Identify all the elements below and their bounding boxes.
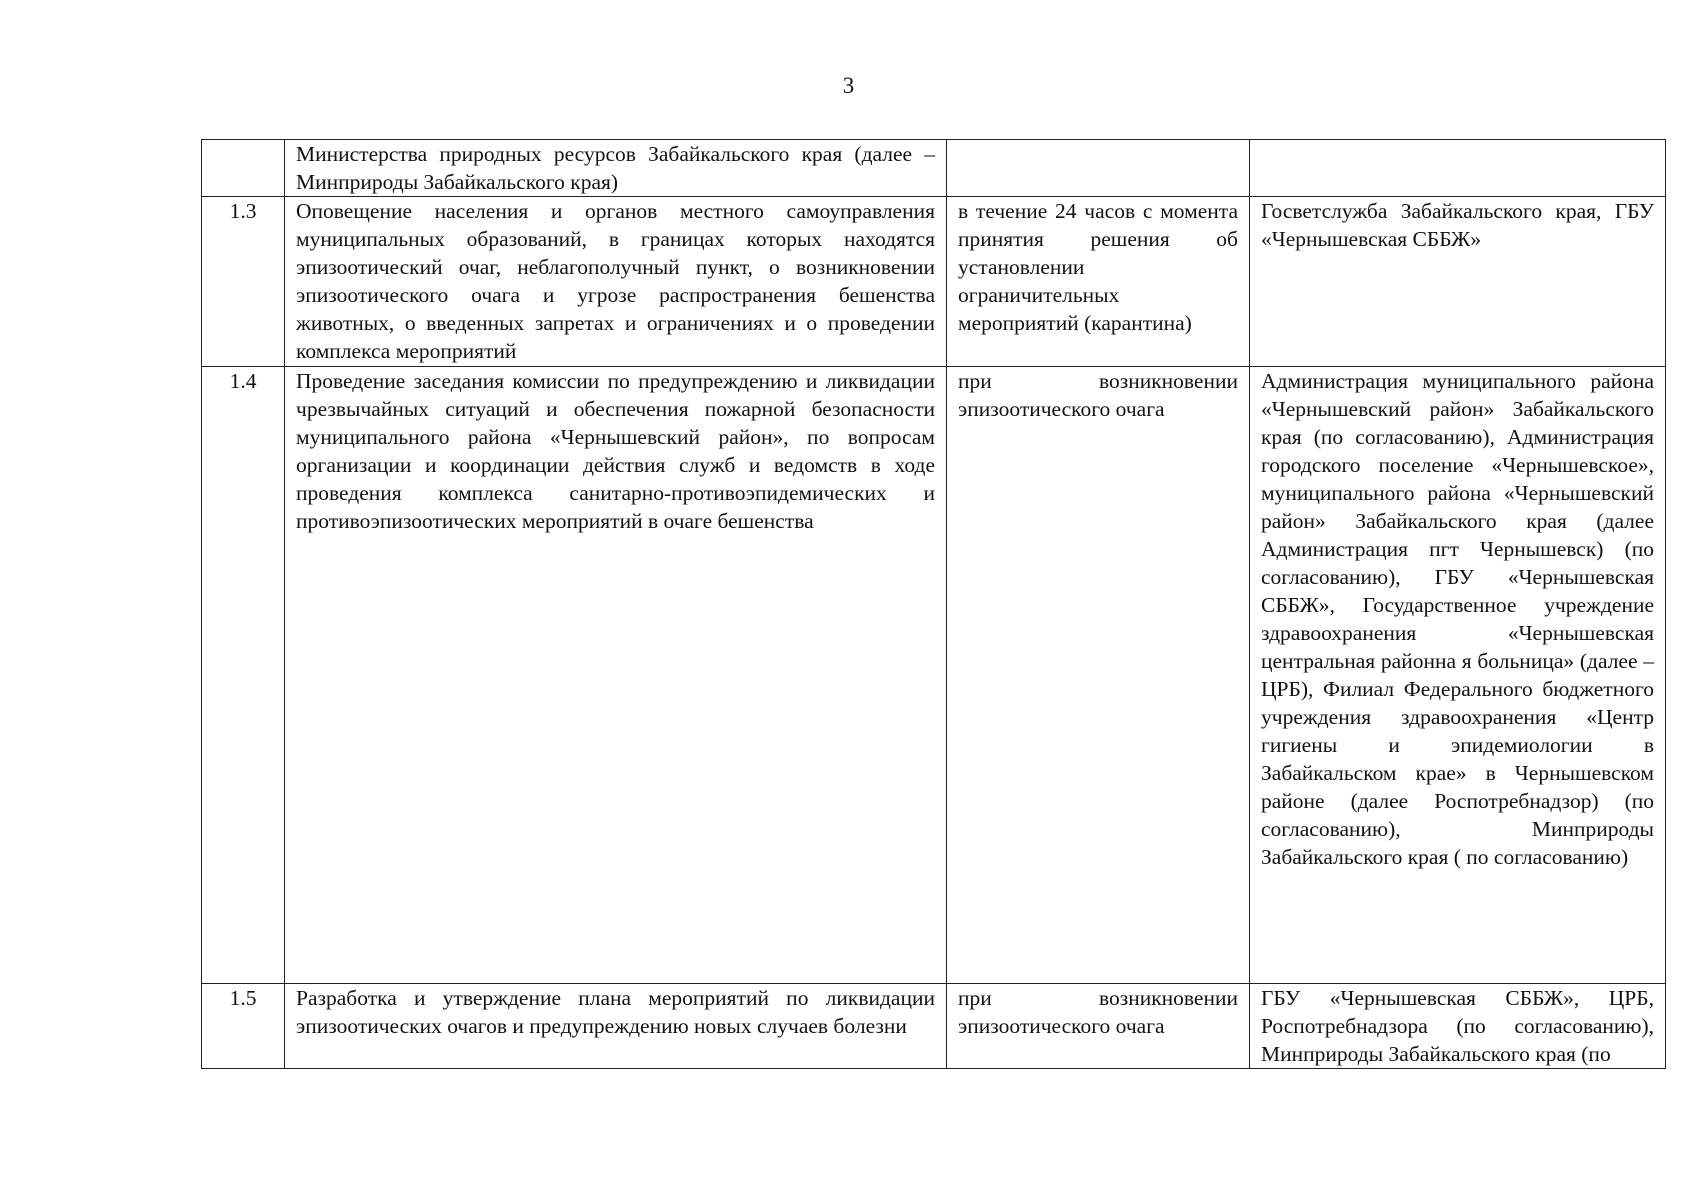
- row-number-cell: 1.3: [202, 197, 285, 367]
- table-row: [202, 367, 1666, 984]
- row-number-cell: 1.5: [202, 984, 285, 1069]
- deadline-cell: [947, 367, 1250, 984]
- row-number-cell: [202, 140, 285, 197]
- responsible-text: ГБУ «Чернышевская СББЖ», ЦРБ, Роспотребнадзора (по согласованию), Минприроды Забайкальского края (по: [1261, 986, 1654, 1066]
- measures-table: [201, 139, 1666, 1069]
- activity-cell: [285, 197, 947, 367]
- table-row: [202, 984, 1666, 1069]
- activity-text: Министерства природных ресурсов Забайкальского края (далее – Минприроды Забайкальского края): [296, 142, 935, 194]
- responsible-cell: [1250, 197, 1666, 367]
- responsible-text: Госветслужба Забайкальского края, ГБУ «Чернышевская СББЖ»: [1261, 199, 1654, 251]
- deadline-cell: [947, 984, 1250, 1069]
- activity-cell: [285, 984, 947, 1069]
- responsible-cell: [1250, 984, 1666, 1069]
- responsible-text: Администрация муниципального района «Чернышевский район» Забайкальского края (по согласованию), Администрация городского поселение «Чернышевское», муниципального района «Чернышевский район» Забайкальского края (далее Администрация пгт Чернышевск) (по согласованию), ГБУ «Чернышевская СББЖ», Государственное учреждение здравоохранения «Чернышевская центральная районна я больница» (далее – ЦРБ), Филиал Федерального бюджетного учреждения здравоохранения «Центр гигиены и эпидемиологии в Забайкальском крае» в Чернышевском районе (далее Роспотребнадзор) (по согласованию), Минприроды Забайкальского края ( по согласованию): [1261, 369, 1654, 869]
- activity-text: Разработка и утверждение плана мероприятий по ликвидации эпизоотических очагов и предупреждению новых случаев болезни: [296, 986, 935, 1038]
- row-number-cell: 1.4: [202, 367, 285, 984]
- deadline-cell: [947, 140, 1250, 197]
- activity-cell: [285, 367, 947, 984]
- activity-cell: [285, 140, 947, 197]
- responsible-cell: [1250, 140, 1666, 197]
- deadline-text: в течение 24 часов с момента принятия решения об установлении ограничительных мероприятий (карантина): [958, 199, 1238, 335]
- deadline-text: при возникновении эпизоотического очага: [958, 986, 1238, 1038]
- deadline-cell: [947, 197, 1250, 367]
- deadline-text: при возникновении эпизоотического очага: [958, 369, 1238, 421]
- activity-text: Оповещение населения и органов местного самоуправления муниципальных образований, в границах которых находятся эпизоотический очаг, неблагополучный пункт, о возникновении эпизоотического очага и угрозе распространения бешенства животных, о введенных запретах и ограничениях и о проведении комплекса мероприятий: [296, 199, 935, 363]
- page-number: 3: [842, 73, 855, 98]
- activity-text: Проведение заседания комиссии по предупреждению и ликвидации чрезвычайных ситуаций и обеспечения пожарной безопасности муниципального района «Чернышевский район», по вопросам организации и координации действия служб и ведомств в ходе проведения комплекса санитарно-противоэпидемических и противоэпизоотических мероприятий в очаге бешенства: [296, 369, 935, 533]
- table-row: [202, 140, 1666, 197]
- responsible-cell: [1250, 367, 1666, 984]
- table-row: [202, 197, 1666, 367]
